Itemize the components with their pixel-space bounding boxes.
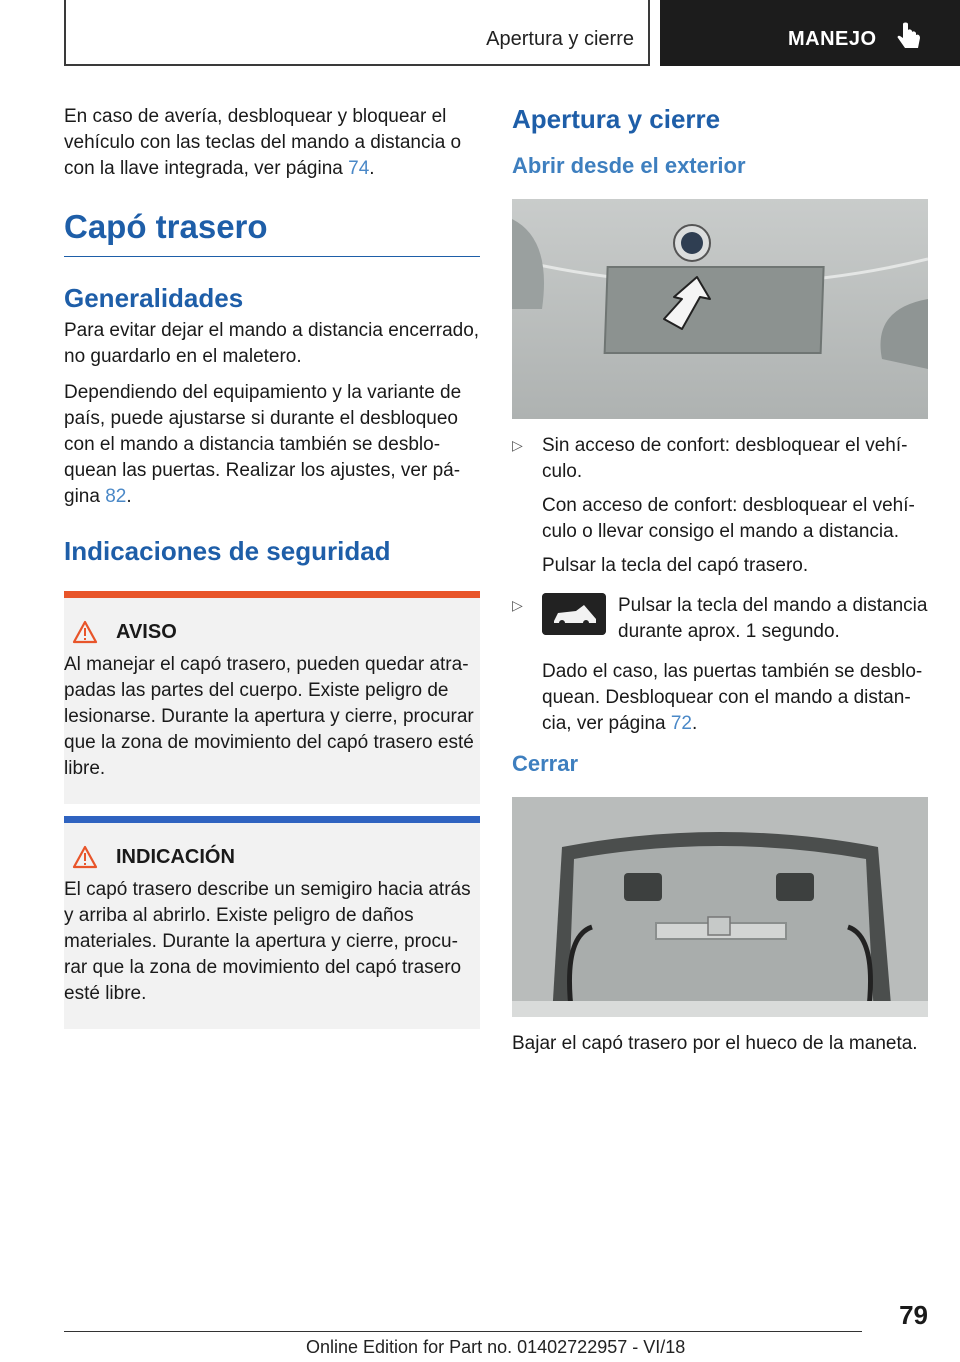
gen-p2-end: .	[126, 486, 132, 507]
trunk-exterior-illustration	[512, 199, 928, 419]
apertura-heading: Apertura y cierre	[512, 104, 721, 134]
step2-end: .	[692, 713, 698, 734]
warning-triangle-icon	[72, 620, 98, 644]
trunk-interior-illustration	[512, 797, 928, 1017]
step2-keyrow	[542, 593, 928, 653]
intro-paragraph	[64, 104, 480, 182]
indicacion-title-row	[64, 845, 474, 869]
chapter-title: Capó trasero	[64, 208, 480, 257]
left-column	[64, 104, 480, 1029]
aviso-text: Al manejar el capó trasero, pueden quedar atrapadas las partes del cuerpo. Existe peligro de lesionarse. Durante la apertura y cierre, procurar que la zona de movimiento del capó trasero esté libre.	[64, 654, 474, 779]
safety-heading: Indicaciones de seguridad	[64, 536, 391, 566]
indicacion-box	[64, 816, 480, 1029]
trunk-key-icon	[542, 593, 606, 635]
right-column	[512, 104, 928, 1067]
intro-end: .	[369, 158, 375, 179]
footer-edition: Online Edition for Part no. 01402722957 - VI/18	[306, 1337, 686, 1357]
step-item-2	[512, 593, 928, 737]
page-ref-74[interactable]: 74	[348, 158, 370, 179]
step1-c: Pulsar la tecla del capó trasero.	[542, 555, 809, 576]
abrir-exterior-heading: Abrir desde el exterior	[512, 153, 746, 178]
page-ref-72[interactable]: 72	[670, 713, 692, 734]
page-number: 79	[899, 1300, 928, 1330]
triangle-bullet-icon: ▷	[512, 597, 523, 613]
step2-a: Pulsar la tecla del mando a distancia durante aprox. 1 segundo.	[618, 595, 928, 642]
header-section-box	[64, 0, 650, 66]
aviso-title: AVISO	[116, 620, 177, 643]
page-ref-82[interactable]: 82	[105, 486, 127, 507]
step1-a: Sin acceso de confort: desbloquear el vehículo.	[542, 435, 908, 482]
pointing-hand-icon	[896, 22, 924, 52]
step-item-1	[512, 433, 928, 579]
step2-b-paragraph	[542, 659, 928, 737]
indicacion-title: INDICACIÓN	[116, 845, 235, 868]
step2-b: Dado el caso, las puertas también se desbloquean. Desbloquear con el mando a distancia, ver página	[542, 661, 923, 734]
generalidades-paragraph-2	[64, 380, 480, 510]
generalidades-heading: Generalidades	[64, 283, 244, 313]
warning-triangle-icon	[72, 845, 98, 869]
aviso-title-row	[64, 620, 474, 644]
step1-b: Con acceso de confort: desbloquear el vehículo o llevar consigo el mando a distancia.	[542, 495, 915, 542]
trunk-exterior-svg	[512, 199, 928, 419]
generalidades-paragraph-1: Para evitar dejar el mando a distancia encerrado, no guardarlo en el maletero.	[64, 320, 480, 367]
aviso-box	[64, 591, 480, 804]
intro-text: En caso de avería, desbloquear y bloquear el vehículo con las teclas del mando a distancia o con la llave integrada, ver página	[64, 106, 462, 179]
cerrar-heading: Cerrar	[512, 751, 579, 776]
close-instruction: Bajar el capó trasero por el hueco de la maneta.	[512, 1033, 918, 1054]
indicacion-text: El capó trasero describe un semigiro hacia atrás y arriba al abrirlo. Existe peligro de daños materiales. Durante la apertura y cierre, procurar que la zona de movimiento del capó trasero esté libre.	[64, 879, 471, 1004]
trunk-interior-svg	[512, 797, 928, 1017]
header-section-title: Apertura y cierre	[486, 28, 634, 50]
open-steps-list	[512, 433, 928, 737]
header-chapter-tab	[660, 0, 960, 66]
header-chapter-label: MANEJO	[788, 28, 877, 50]
footer-rule	[64, 1331, 862, 1332]
triangle-bullet-icon: ▷	[512, 437, 523, 453]
gen-p2-text: Dependiendo del equipamiento y la variante de país, puede ajustarse si durante el desbloqueo con el mando a distancia también se desbloquean las puertas. Realizar los ajustes, ver página	[64, 382, 462, 507]
